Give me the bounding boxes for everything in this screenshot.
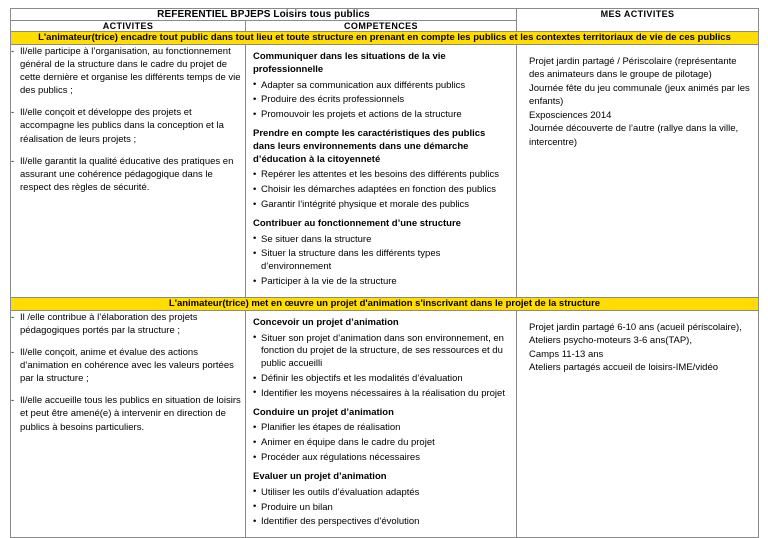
document-title: REFERENTIEL BPJEPS Loisirs tous publics <box>11 9 517 21</box>
list-item: • Situer son projet d’animation dans son environnement, en fonction du projet de la structure, de ses ressources et du public accueilli <box>253 333 510 371</box>
list-item: Projet jardin partagé / Périscolaire (représentante des animateurs dans le groupe de pilotage) <box>529 55 737 81</box>
competence-heading: Conduire un projet d’animation <box>253 406 394 418</box>
list-item: - Il/elle conçoit et développe des projets et accompagne les publics dans la conception et la réalisation de leurs projets ; <box>11 106 245 145</box>
section-content-row <box>11 44 759 297</box>
list-item: Exposciences 2014 <box>529 109 612 121</box>
mes-activites-cell-1 <box>517 44 759 297</box>
competence-heading: Contribuer au fonctionnement d’une structure <box>253 217 461 229</box>
competence-heading: Evaluer un projet d’animation <box>253 470 387 482</box>
list-item: • Planifier les étapes de réalisation <box>253 422 510 435</box>
activites-cell-2 <box>11 310 246 537</box>
competence-group <box>253 128 510 212</box>
section-banner-row <box>11 297 759 310</box>
competence-items <box>253 333 510 401</box>
activites-list-2 <box>11 311 245 434</box>
list-item: • Animer en équipe dans le cadre du projet <box>253 437 510 450</box>
list-item: • Repérer les attentes et les besoins des différents publics <box>253 169 510 182</box>
list-item: Journée découverte de l’autre (rallye dans la ville, intercentre) <box>529 123 739 148</box>
competence-heading: Prendre en compte les caractéristiques des publics dans leurs environnements dans une démarche d’éducation à la citoyenneté <box>253 127 486 165</box>
section-banner-1: L'animateur(trice) encadre tout public dans tout lieu et toute structure en prenant en compte les publics et les contextes territoriaux de vie de ces publics <box>11 32 759 45</box>
list-item: Ateliers partagés accueil de loisirs-IME/vidéo <box>529 362 719 374</box>
section-content-row <box>11 310 759 537</box>
header-mes-activites: MES ACTIVITES <box>517 9 759 32</box>
competence-items <box>253 422 510 464</box>
table-header-row-title <box>11 9 759 21</box>
competence-items <box>253 487 510 529</box>
competence-group <box>253 407 510 465</box>
list-item: Journée fête du jeu communale (jeux animés par les enfants) <box>529 82 750 108</box>
competence-group <box>253 317 510 401</box>
list-item: • Identifier les moyens nécessaires à la réalisation du projet <box>253 388 510 401</box>
list-item: - Il /elle contribue à l’élaboration des projets pédagogiques portés par la structure ; <box>11 311 245 337</box>
competence-heading: Concevoir un projet d’animation <box>253 316 399 328</box>
competence-group <box>253 471 510 529</box>
list-item: Projet jardin partagé 6-10 ans (acueil périscolaire), <box>529 321 742 333</box>
section-banner-2: L'animateur(trice) met en œuvre un projet d'animation s'inscrivant dans le projet de la structure <box>11 297 759 310</box>
competence-group <box>253 51 510 122</box>
list-item: • Définir les objectifs et les modalités d’évaluation <box>253 373 510 386</box>
header-activites: ACTIVITES <box>11 21 246 32</box>
section-banner-row <box>11 32 759 45</box>
list-item: - Il/elle participe à l’organisation, au fonctionnement général de la structure dans le cadre du projet de cette dernière et organise les différents temps de vie des publics ; <box>11 45 245 97</box>
header-competences: COMPETENCES <box>246 21 517 32</box>
competences-cell-1 <box>246 44 517 297</box>
activites-list-1 <box>11 45 245 194</box>
list-item: • Participer à la vie de la structure <box>253 276 510 289</box>
competences-cell-2 <box>246 310 517 537</box>
list-item: • Promouvoir les projets et actions de la structure <box>253 109 510 122</box>
list-item: • Situer la structure dans les différents types d’environnement <box>253 248 510 274</box>
list-item: Ateliers psycho-moteurs 3-6 ans(TAP), <box>529 335 692 347</box>
list-item: - Il/elle garantit la qualité éducative des pratiques en assurant une cohérence pédagogique dans le respect des règles de sécurité. <box>11 155 245 194</box>
competence-heading: Communiquer dans les situations de la vie professionnelle <box>253 50 446 75</box>
list-item: • Choisir les démarches adaptées en fonction des publics <box>253 184 510 197</box>
list-item: - Il/elle conçoit, anime et évalue des actions d’animation en cohérence avec les valeurs portées par la structure ; <box>11 346 245 385</box>
list-item: - Il/elle accueille tous les publics en situation de loisirs et peut être amené(e) à intervenir en direction de publics à besoins particuliers. <box>11 394 245 433</box>
list-item: Camps 11-13 ans <box>529 348 604 360</box>
activites-cell-1 <box>11 44 246 297</box>
competence-items <box>253 234 510 289</box>
mes-activites-cell-2 <box>517 310 759 537</box>
list-item: • Se situer dans la structure <box>253 234 510 247</box>
competence-items <box>253 80 510 122</box>
list-item: • Produire des écrits professionnels <box>253 94 510 107</box>
list-item: • Procéder aux régulations nécessaires <box>253 452 510 465</box>
competence-items <box>253 169 510 211</box>
competence-group <box>253 218 510 289</box>
list-item: • Identifier des perspectives d’évolution <box>253 516 510 529</box>
list-item: • Produire un bilan <box>253 502 510 515</box>
list-item: • Utiliser les outils d’évaluation adaptés <box>253 487 510 500</box>
referentiel-table <box>10 8 759 538</box>
list-item: • Adapter sa communication aux différents publics <box>253 80 510 93</box>
list-item: • Garantir l’intégrité physique et morale des publics <box>253 199 510 212</box>
